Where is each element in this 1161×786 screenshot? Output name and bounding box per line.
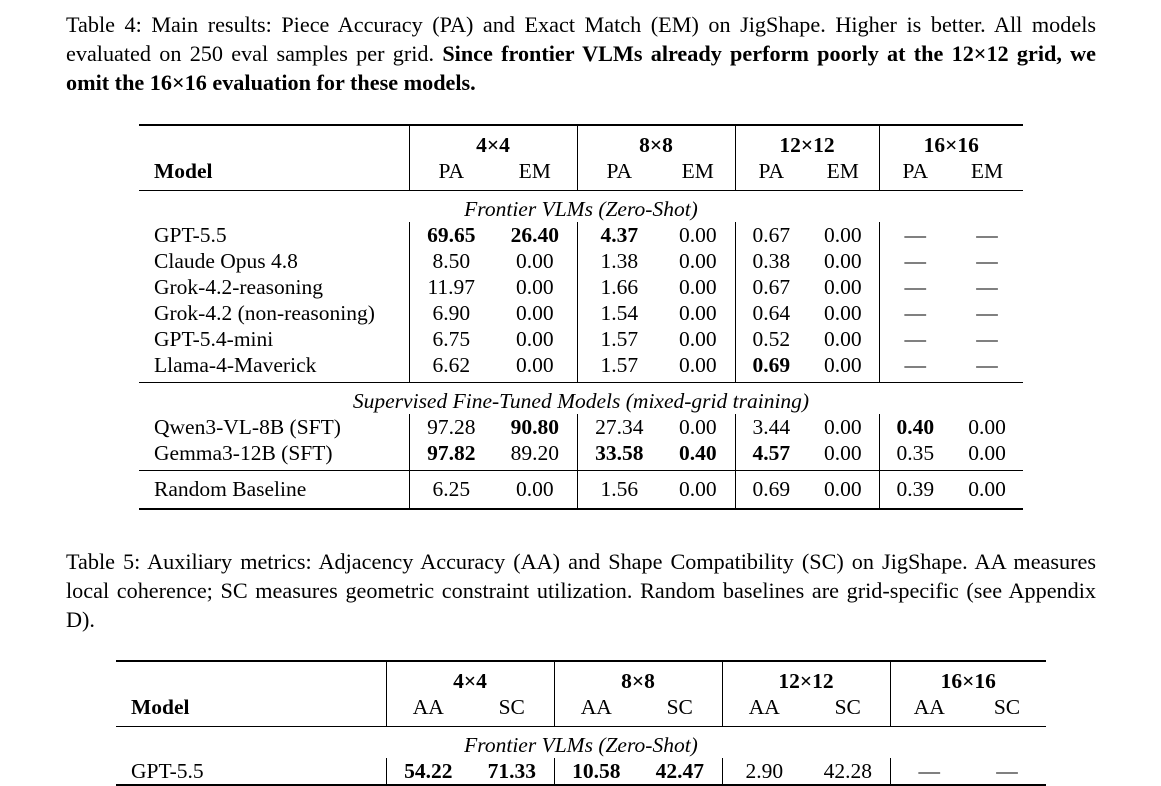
table4-caption-bold: Since frontier VLMs already perform poorly at the 12×12 grid, we omit the 16×16 evaluation for these models. <box>66 41 1097 95</box>
metric-header: SC <box>968 694 1046 727</box>
value-cell: 4.37 <box>577 222 661 248</box>
table5 <box>116 660 1046 786</box>
grid-header-row <box>139 125 1023 158</box>
value-cell: 3.44 <box>735 414 807 440</box>
metric-header: AA <box>386 694 470 727</box>
metric-header: SC <box>470 694 554 727</box>
value-cell: 0.00 <box>823 223 862 247</box>
value-cell: 0.69 <box>735 352 807 383</box>
value-cell: 0.00 <box>678 327 717 351</box>
table-row <box>139 222 1023 248</box>
grid-header: 8×8 <box>577 125 735 158</box>
value-cell: 0.40 <box>879 414 951 440</box>
value-cell: 11.97 <box>409 274 493 300</box>
value-cell: — <box>879 222 951 248</box>
value-cell: — <box>976 327 998 351</box>
value-cell: 0.35 <box>879 440 951 471</box>
grid-header: 8×8 <box>554 661 722 694</box>
metric-header: AA <box>890 694 968 727</box>
section-title: Supervised Fine-Tuned Models (mixed-grid training) <box>352 389 810 413</box>
metric-header: SC <box>638 694 722 727</box>
value-cell: 90.80 <box>510 415 559 439</box>
grid-header: 16×16 <box>890 661 1046 694</box>
value-cell: 8.50 <box>409 248 493 274</box>
value-cell: 0.00 <box>823 275 862 299</box>
value-cell: 6.25 <box>409 471 493 510</box>
value-cell: 1.57 <box>577 352 661 383</box>
model-name: GPT-5.5 <box>131 759 204 783</box>
value-cell: — <box>976 301 998 325</box>
table4-caption-text: Table 4: Main results: Piece Accuracy (PA) and Exact Match (EM) on JigShape. Higher is better. All models evaluated on 250 eval samples per grid. <box>66 12 1096 66</box>
table-row <box>139 274 1023 300</box>
grid-header: 12×12 <box>722 661 890 694</box>
value-cell: — <box>976 223 998 247</box>
value-cell: 1.38 <box>577 248 661 274</box>
value-cell: 69.65 <box>409 222 493 248</box>
value-cell: 4.57 <box>735 440 807 471</box>
model-name: Claude Opus 4.8 <box>154 249 298 273</box>
value-cell: — <box>879 248 951 274</box>
value-cell: 0.00 <box>968 415 1006 439</box>
value-cell: 1.66 <box>577 274 661 300</box>
value-cell: 0.00 <box>951 440 1023 471</box>
grid-header: 4×4 <box>409 125 577 158</box>
value-cell: 10.58 <box>554 758 638 785</box>
metric-header: PA <box>735 158 807 191</box>
value-cell: 42.47 <box>655 759 704 783</box>
value-cell: 1.54 <box>577 300 661 326</box>
table5-caption: Table 5: Auxiliary metrics: Adjacency Accuracy (AA) and Shape Compatibility (SC) on JigShape. AA measures local coherence; SC measures geometric constraint utilization. Random baselines are grid-specific (see Appendix D). <box>66 549 1096 632</box>
table-row <box>139 326 1023 352</box>
value-cell: — <box>976 275 998 299</box>
model-column-header: Model <box>139 158 409 191</box>
model-name: GPT-5.4-mini <box>154 327 274 351</box>
table-row <box>139 414 1023 440</box>
metric-header: EM <box>807 158 879 191</box>
value-cell: — <box>996 759 1018 783</box>
value-cell: 0.00 <box>661 352 735 383</box>
value-cell: 0.67 <box>735 274 807 300</box>
value-cell: 0.00 <box>823 327 862 351</box>
value-cell: 0.00 <box>678 223 717 247</box>
value-cell: 0.67 <box>735 222 807 248</box>
model-name: Llama-4-Maverick <box>139 352 409 383</box>
value-cell: 0.00 <box>807 440 879 471</box>
value-cell: 0.00 <box>515 275 554 299</box>
value-cell: 0.00 <box>678 415 717 439</box>
value-cell: 0.00 <box>823 249 862 273</box>
grid-header: 12×12 <box>735 125 879 158</box>
table-row <box>116 758 1046 785</box>
metric-header: PA <box>879 158 951 191</box>
value-cell: 0.00 <box>678 249 717 273</box>
value-cell: 6.90 <box>409 300 493 326</box>
value-cell: 0.00 <box>678 301 717 325</box>
metric-header-row <box>116 694 1046 727</box>
value-cell: 0.69 <box>735 471 807 510</box>
value-cell: 1.57 <box>577 326 661 352</box>
metric-header: EM <box>951 158 1023 191</box>
value-cell: 1.56 <box>577 471 661 510</box>
value-cell: 0.39 <box>879 471 951 510</box>
value-cell: — <box>976 249 998 273</box>
value-cell: 0.00 <box>678 275 717 299</box>
metric-header-row <box>139 158 1023 191</box>
value-cell: 26.40 <box>510 223 559 247</box>
value-cell: 0.40 <box>661 440 735 471</box>
value-cell: — <box>879 352 951 383</box>
value-cell: 0.00 <box>823 301 862 325</box>
model-name: Grok-4.2-reasoning <box>154 275 323 299</box>
value-cell: 0.64 <box>735 300 807 326</box>
metric-header: EM <box>661 158 735 191</box>
section-title: Frontier VLMs (Zero-Shot) <box>464 197 698 221</box>
value-cell: 0.00 <box>515 301 554 325</box>
grid-header: 16×16 <box>879 125 1023 158</box>
value-cell: 6.62 <box>409 352 493 383</box>
value-cell: 6.75 <box>409 326 493 352</box>
table-row <box>139 440 1023 471</box>
value-cell: 0.00 <box>515 327 554 351</box>
section-row <box>139 191 1023 223</box>
section-title: Frontier VLMs (Zero-Shot) <box>464 733 698 757</box>
value-cell: — <box>879 326 951 352</box>
model-name: Qwen3-VL-8B (SFT) <box>154 415 341 439</box>
value-cell: 0.00 <box>807 352 879 383</box>
section-row <box>139 383 1023 415</box>
value-cell: 2.90 <box>722 758 806 785</box>
table-row <box>139 300 1023 326</box>
value-cell: 54.22 <box>386 758 470 785</box>
header-blank <box>116 661 386 694</box>
value-cell: — <box>890 758 968 785</box>
section-row <box>116 727 1046 759</box>
metric-header: PA <box>577 158 661 191</box>
model-name: GPT-5.5 <box>154 223 227 247</box>
value-cell: 89.20 <box>493 440 577 471</box>
value-cell: 0.52 <box>735 326 807 352</box>
value-cell: 0.00 <box>823 415 862 439</box>
table-row <box>139 248 1023 274</box>
table-row <box>139 471 1023 510</box>
value-cell: — <box>879 274 951 300</box>
grid-header: 4×4 <box>386 661 554 694</box>
model-name: Gemma3-12B (SFT) <box>139 440 409 471</box>
value-cell: 0.38 <box>735 248 807 274</box>
value-cell: 33.58 <box>577 440 661 471</box>
metric-header: AA <box>554 694 638 727</box>
metric-header: EM <box>493 158 577 191</box>
value-cell: 42.28 <box>823 759 872 783</box>
model-column-header: Model <box>116 694 386 727</box>
header-blank <box>139 125 409 158</box>
value-cell: 97.28 <box>409 414 493 440</box>
value-cell: 71.33 <box>487 759 536 783</box>
value-cell: 27.34 <box>577 414 661 440</box>
value-cell: — <box>879 300 951 326</box>
value-cell: 0.00 <box>515 477 554 501</box>
value-cell: 0.00 <box>823 477 862 501</box>
model-name: Grok-4.2 (non-reasoning) <box>154 301 375 325</box>
metric-header: AA <box>722 694 806 727</box>
value-cell: — <box>951 352 1023 383</box>
value-cell: 0.00 <box>493 352 577 383</box>
model-name: Random Baseline <box>154 477 307 501</box>
grid-header-row <box>116 661 1046 694</box>
metric-header: SC <box>806 694 890 727</box>
table4-caption <box>66 10 1096 97</box>
value-cell: 97.82 <box>409 440 493 471</box>
value-cell: 0.00 <box>968 477 1006 501</box>
table-row <box>139 352 1023 383</box>
metric-header: PA <box>409 158 493 191</box>
value-cell: 0.00 <box>515 249 554 273</box>
value-cell: 0.00 <box>678 477 717 501</box>
table4 <box>139 124 1023 510</box>
